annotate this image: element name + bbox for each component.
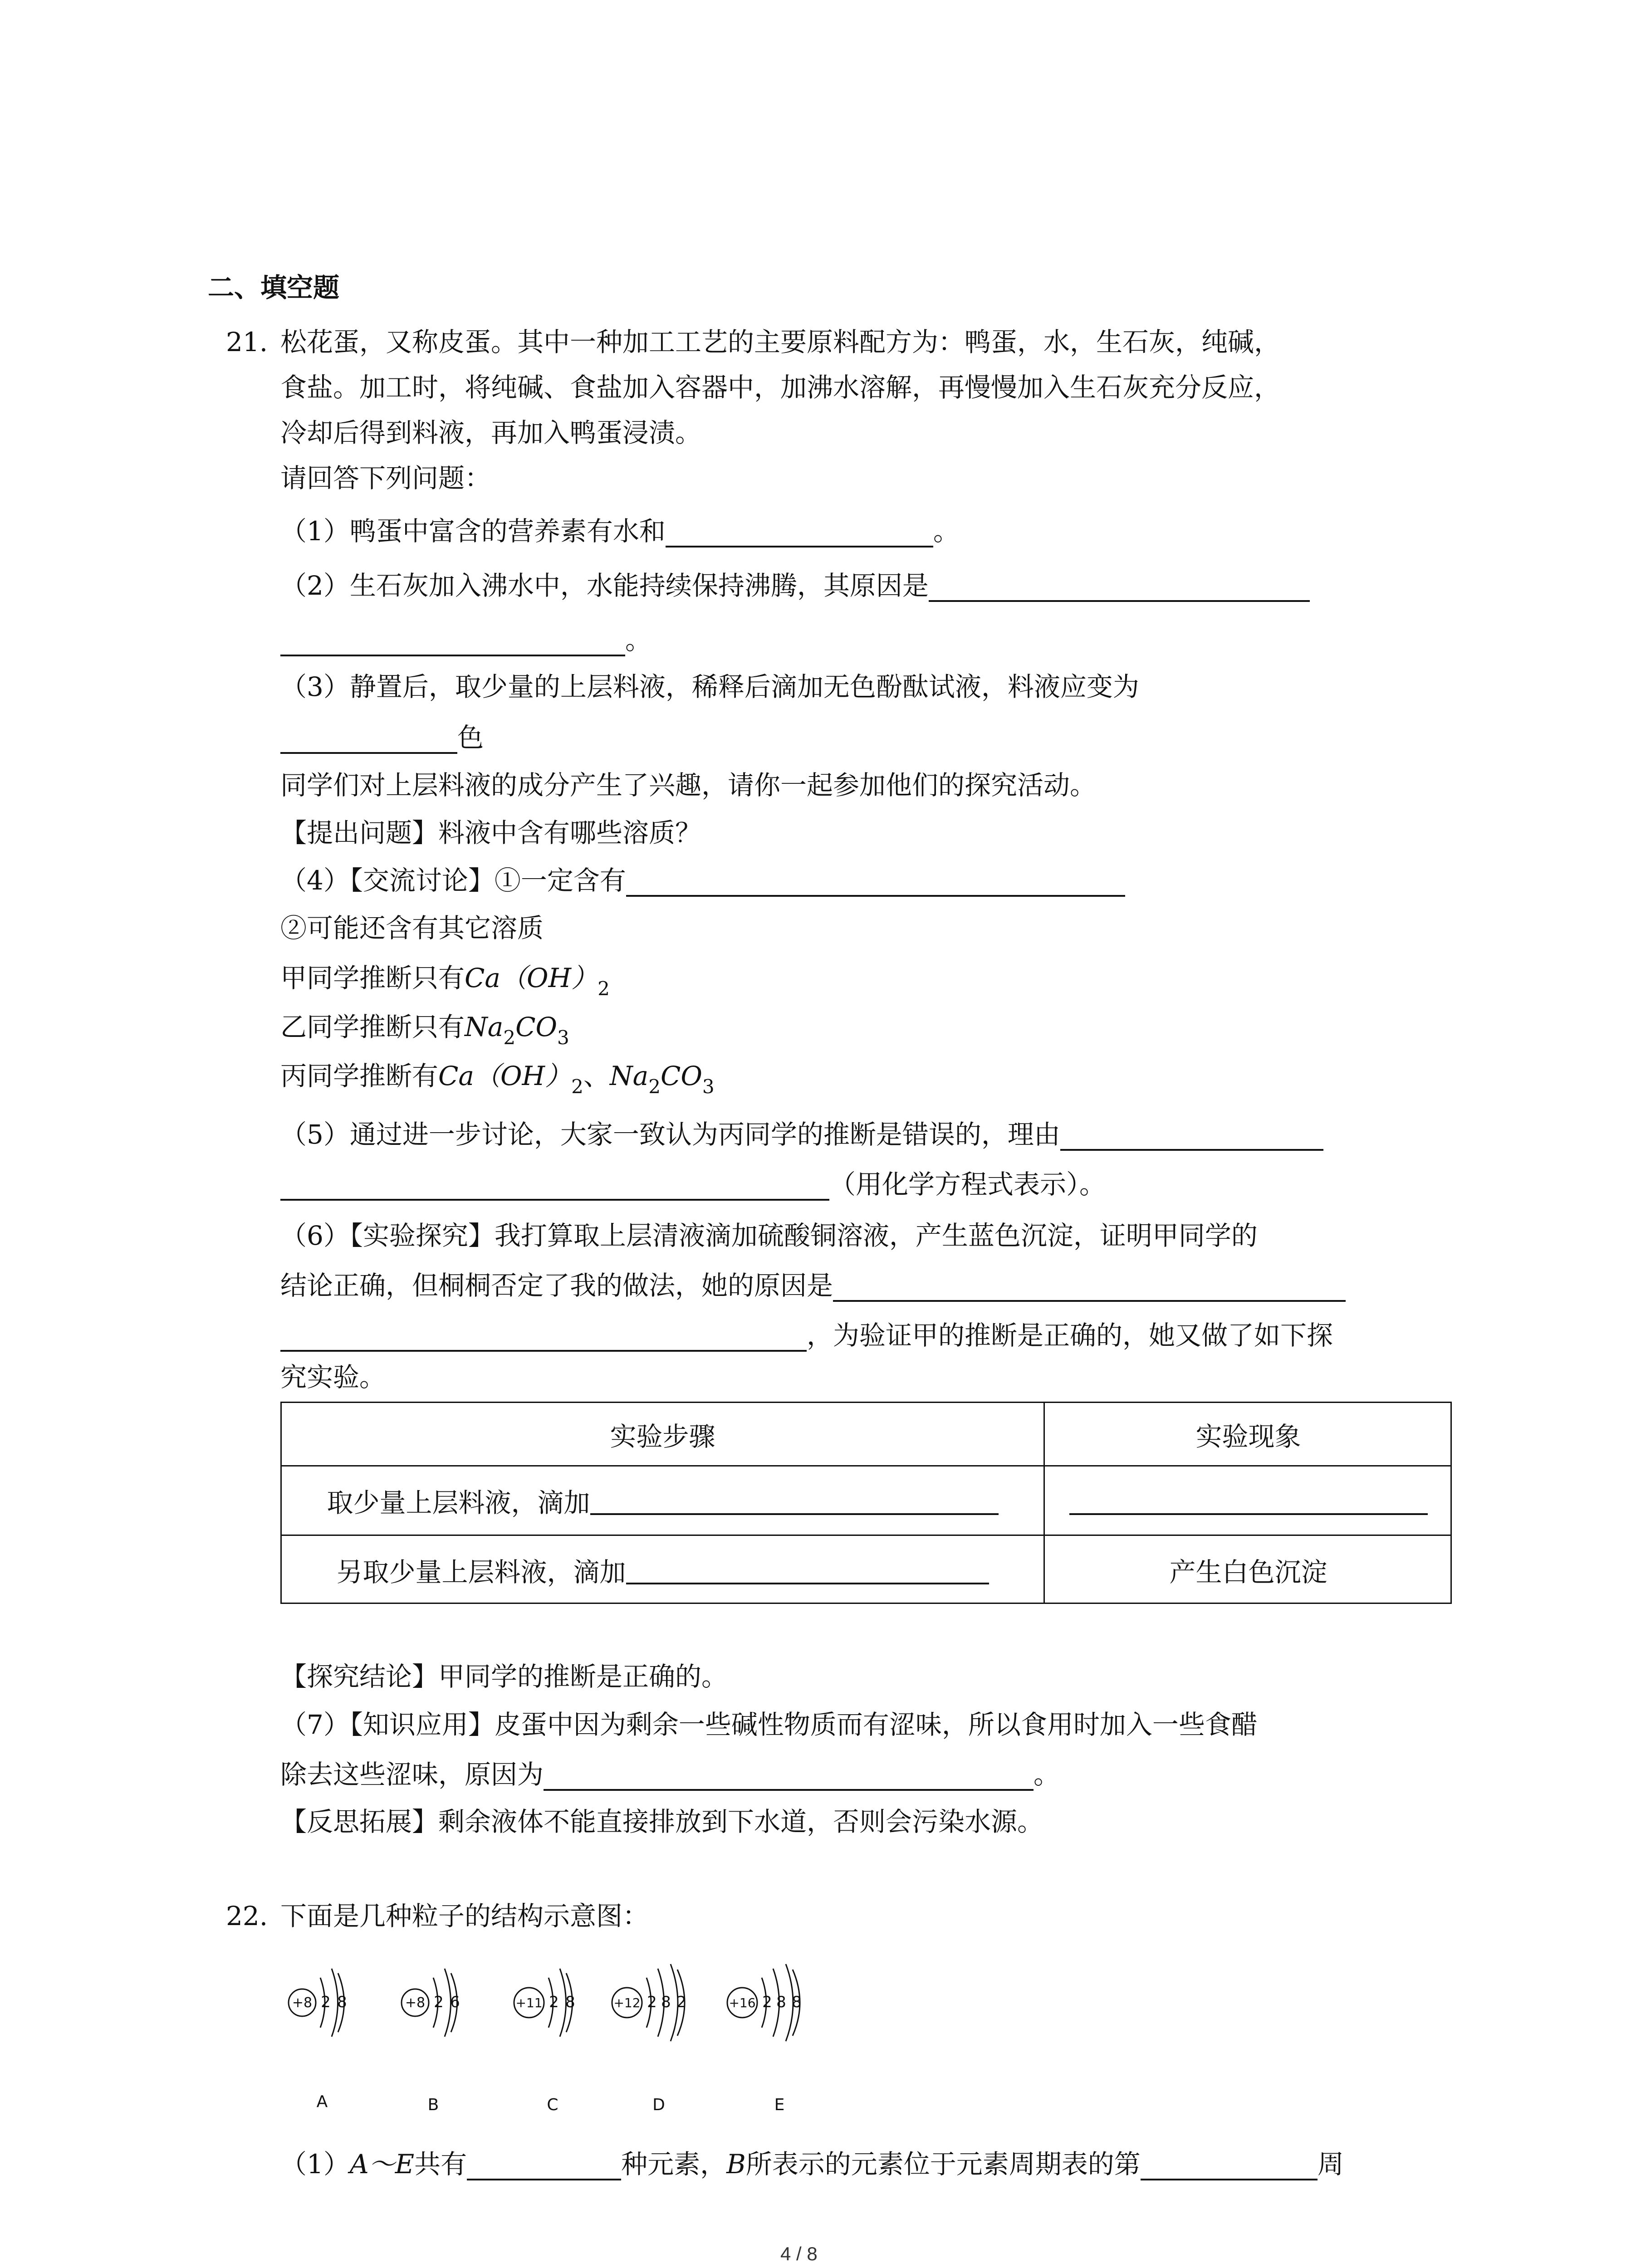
q21-part6-blank-a[interactable] <box>833 1273 1346 1302</box>
table-row2-step <box>282 1536 1045 1604</box>
formula-sub-2: 2 <box>648 1075 661 1098</box>
table-header-step-text: 实验步骤 <box>610 1421 715 1452</box>
section-title: 二、填空题 <box>208 272 340 303</box>
particle-c-shell-2: 8 <box>565 1993 575 2011</box>
q21-part7-b <box>280 1758 1060 1791</box>
formula-separator: 、 <box>583 1061 610 1091</box>
particle-b-shell-1: 2 <box>434 1993 444 2011</box>
q22-part1-blank-a[interactable] <box>467 2151 621 2180</box>
q22-part1-text-b: 种元素， <box>621 2149 727 2180</box>
particle-a-shell-1: 2 <box>321 1993 331 2011</box>
table-row1-step <box>282 1466 1045 1536</box>
q21-intro-line2: 食盐。加工时，将纯碱、食盐加入容器中，加沸水溶解，再慢慢加入生石灰充分反应， <box>280 372 1281 403</box>
q21-part2-blank-b[interactable] <box>280 627 625 656</box>
particle-e-shell-2: 8 <box>776 1993 786 2011</box>
q22-part1-element: B <box>726 2149 746 2180</box>
q21-part5-cont <box>280 1168 1106 1201</box>
q21-part1-end: 。 <box>933 516 960 547</box>
particle-a-nucleus-charge: +8 <box>292 1995 313 2011</box>
formula-oh: （OH） <box>500 963 598 993</box>
q21-part2-cont <box>280 624 652 656</box>
particle-b-shell-2: 6 <box>450 1993 460 2011</box>
formula-ca: Ca <box>465 963 500 993</box>
q21-part7-end: 。 <box>1034 1759 1060 1790</box>
q21-part4-text: （4）【交流讨论】①一定含有 <box>280 865 626 896</box>
q21-interest: 同学们对上层料液的成分产生了兴趣，请你一起参加他们的探究活动。 <box>280 770 1097 801</box>
q21-part6-c-text: ，为验证甲的推断是正确的，她又做了如下探 <box>807 1320 1333 1351</box>
table-row1-step-blank[interactable] <box>590 1486 999 1515</box>
particle-c <box>514 1969 575 2114</box>
q21-jia <box>280 962 610 1000</box>
particle-structure-diagrams <box>272 1941 862 2114</box>
q21-question: 【提出问题】料液中含有哪些溶质？ <box>280 817 702 848</box>
q21-intro-line1: 松花蛋，又称皮蛋。其中一种加工工艺的主要原料配方为：鸭蛋，水，生石灰，纯碱， <box>280 327 1281 357</box>
table-row2-step-blank[interactable] <box>626 1555 989 1584</box>
particle-a <box>289 1969 347 2111</box>
q22-number: 22. <box>226 1901 268 1931</box>
q21-yi <box>280 1011 569 1049</box>
particle-c-nucleus-charge: +11 <box>515 1995 543 2010</box>
q21-part5 <box>280 1118 1323 1151</box>
particle-d-shell-1: 2 <box>647 1993 657 2011</box>
formula-ca: Ca <box>438 1061 474 1091</box>
q21-yi-prefix: 乙同学推断只有 <box>280 1012 465 1042</box>
q21-part2 <box>280 569 1310 602</box>
formula-co: CO <box>660 1061 702 1091</box>
q22-part1-range: A～E <box>349 2149 415 2180</box>
q21-prompt: 请回答下列问题： <box>280 463 491 494</box>
q21-part4-blank[interactable] <box>626 868 1125 897</box>
q21-part7-blank[interactable] <box>544 1762 1034 1791</box>
formula-sub-2: 2 <box>571 1075 583 1098</box>
q21-part1-text: （1）鸭蛋中富含的营养素有水和 <box>280 516 666 547</box>
q21-part5-end: （用化学方程式表示）。 <box>829 1169 1106 1200</box>
particle-d-shell-3: 2 <box>676 1993 686 2011</box>
formula-sub-3: 3 <box>557 1026 569 1049</box>
table-row2-result-text: 产生白色沉淀 <box>1169 1557 1327 1588</box>
q21-part7: （7）【知识应用】皮蛋中因为剩余一些碱性物质而有涩味，所以食用时加入一些食醋 <box>280 1709 1258 1740</box>
formula-na: Na <box>609 1061 649 1091</box>
q21-bing-prefix: 丙同学推断有 <box>280 1061 439 1091</box>
particle-e-shell-1: 2 <box>762 1993 772 2011</box>
particle-e-shell-3: 8 <box>792 1993 802 2011</box>
q21-bing <box>280 1060 715 1098</box>
particle-d-label: D <box>652 2096 665 2114</box>
q21-part2-text: （2）生石灰加入沸水中，水能持续保持沸腾，其原因是 <box>280 570 929 601</box>
q21-part6-b <box>280 1269 1346 1302</box>
q21-part3-cont <box>280 721 484 754</box>
particle-b-label: B <box>427 2096 439 2114</box>
q22-part1-blank-b[interactable] <box>1141 2151 1318 2180</box>
particle-d <box>612 1964 686 2114</box>
particle-b <box>402 1969 460 2114</box>
formula-sub-2: 2 <box>598 978 610 1000</box>
q21-reflect: 【反思拓展】剩余液体不能直接排放到下水道，否则会污染水源。 <box>280 1806 1044 1837</box>
q21-jia-prefix: 甲同学推断只有 <box>280 963 465 993</box>
particle-e-label: E <box>774 2096 785 2114</box>
q21-part6: （6）【实验探究】我打算取上层清液滴加硫酸铜溶液，产生蓝色沉淀，证明甲同学的 <box>280 1220 1258 1251</box>
q21-part3-end: 色 <box>457 722 484 753</box>
q21-part1-blank[interactable] <box>666 518 933 547</box>
q22-part1-num: （1） <box>280 2149 350 2180</box>
particle-e-nucleus-charge: +16 <box>729 1995 756 2010</box>
q21-part4-b: ②可能还含有其它溶质 <box>280 913 544 943</box>
q22-intro: 下面是几种粒子的结构示意图： <box>280 1901 649 1931</box>
q21-part3: （3）静置后，取少量的上层料液，稀释后滴加无色酚酞试液，料液应变为 <box>280 671 1139 702</box>
experiment-table <box>280 1402 1452 1604</box>
q21-part4 <box>280 864 1125 897</box>
q21-part2-end: 。 <box>625 625 652 655</box>
table-row2-result <box>1045 1536 1452 1604</box>
q21-number: 21. <box>226 327 268 357</box>
table-row2-step-text: 另取少量上层料液，滴加 <box>336 1557 626 1588</box>
particle-a-shell-2: 8 <box>337 1993 347 2011</box>
q22-part1 <box>280 2148 1344 2180</box>
formula-co: CO <box>515 1012 558 1042</box>
q21-part6-c <box>280 1319 1333 1352</box>
q22-part1-text-a: 共有 <box>414 2149 467 2180</box>
q21-part6-blank-b[interactable] <box>280 1323 807 1352</box>
formula-sub-3: 3 <box>702 1075 715 1098</box>
q21-part2-blank-a[interactable] <box>929 573 1310 602</box>
formula-na: Na <box>465 1012 504 1042</box>
table-row1-result-blank[interactable] <box>1069 1486 1428 1515</box>
page-number: 4 / 8 <box>780 2243 818 2264</box>
q21-intro-line3: 冷却后得到料液，再加入鸭蛋浸渍。 <box>280 417 702 448</box>
particle-a-label: A <box>316 2092 328 2111</box>
q21-part1 <box>280 515 960 547</box>
q21-part3-blank[interactable] <box>280 725 457 754</box>
q21-part6-b-text: 结论正确，但桐桐否定了我的做法，她的原因是 <box>280 1270 833 1301</box>
q21-part5-text: （5）通过进一步讨论，大家一致认为丙同学的推断是错误的，理由 <box>280 1119 1060 1150</box>
particle-d-nucleus-charge: +12 <box>613 1995 641 2010</box>
q22-part1-text-d: 周 <box>1317 2149 1344 2180</box>
table-header-result-text: 实验现象 <box>1195 1421 1301 1452</box>
particle-c-shell-1: 2 <box>549 1993 559 2011</box>
q21-part5-blank-b[interactable] <box>280 1172 829 1201</box>
table-header-result <box>1045 1403 1452 1466</box>
particle-d-shell-2: 8 <box>661 1993 671 2011</box>
q21-part7-b-text: 除去这些涩味，原因为 <box>280 1759 544 1790</box>
particle-e <box>727 1964 802 2114</box>
table-row1-result <box>1045 1466 1452 1536</box>
q22-part1-text-c: 所表示的元素位于元素周期表的第 <box>745 2149 1141 2180</box>
table-row1-step-text: 取少量上层料液，滴加 <box>327 1487 590 1518</box>
table-header-step <box>282 1403 1045 1466</box>
formula-sub-2: 2 <box>503 1026 516 1049</box>
particle-b-nucleus-charge: +8 <box>405 1995 426 2011</box>
q21-part6-d: 究实验。 <box>280 1362 386 1393</box>
q21-part5-blank-a[interactable] <box>1060 1122 1323 1151</box>
formula-oh: （OH） <box>474 1061 572 1091</box>
particle-c-label: C <box>547 2096 558 2114</box>
q21-conclusion: 【探究结论】甲同学的推断是正确的。 <box>280 1661 728 1692</box>
